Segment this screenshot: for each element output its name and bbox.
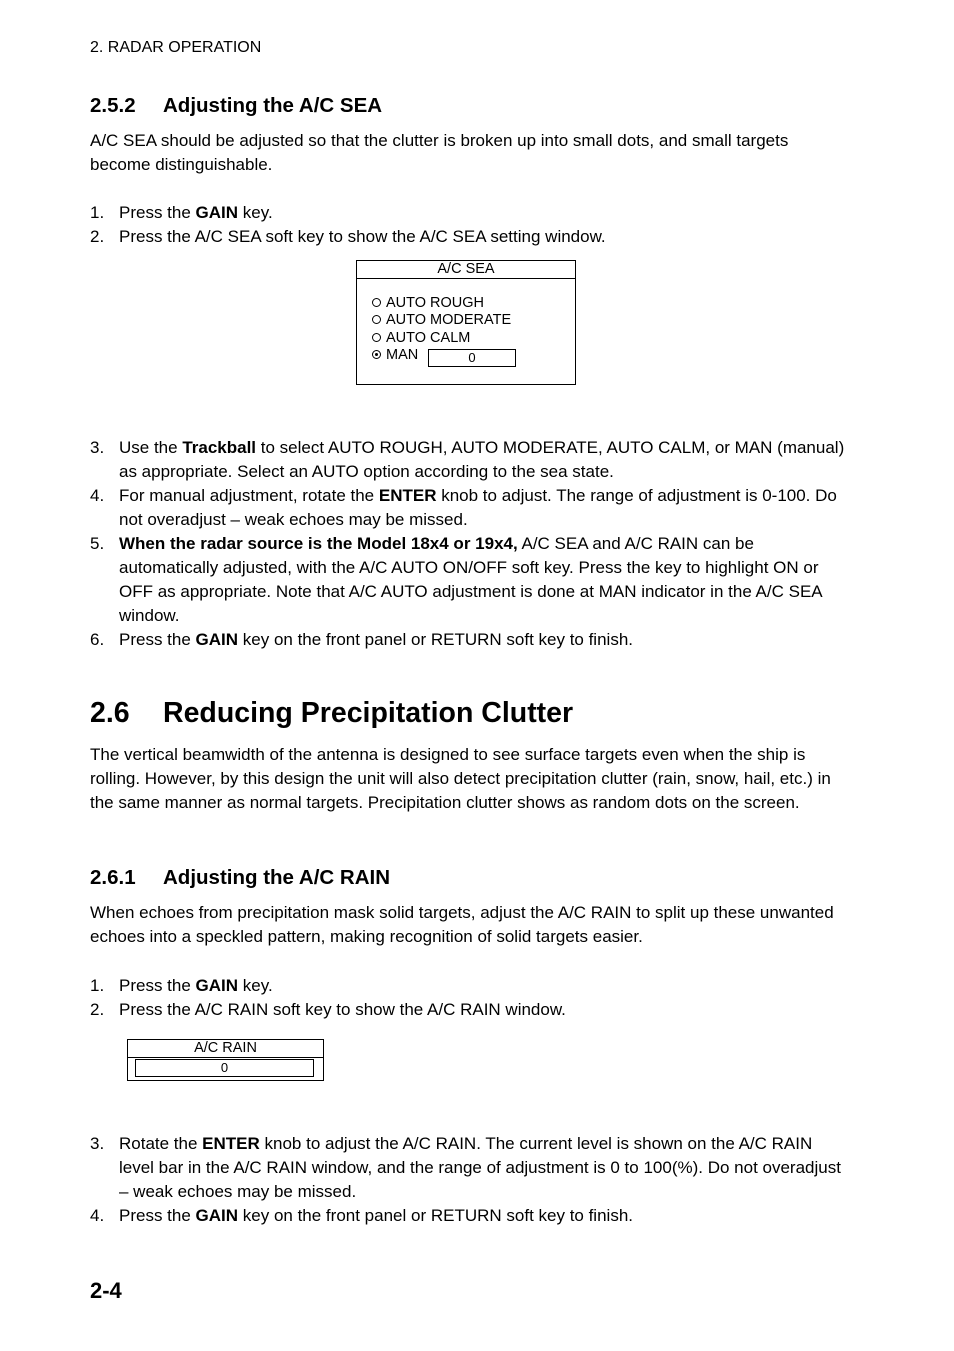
step-key: GAIN: [195, 630, 239, 649]
step-text: knob to adjust the A/C RAIN. The current level is shown on the A/C RAIN level bar in the A/C RAIN window, and the range of adjustment is 0 to 100(%). Do not overadjust – weak echoes may be missed.: [119, 1134, 841, 1201]
step-number: 5.: [90, 534, 105, 553]
ac-rain-level-bar[interactable]: 0: [135, 1059, 314, 1077]
step-number: 3.: [90, 438, 105, 457]
step-key: Trackball: [182, 438, 257, 457]
step-text: Rotate the: [119, 1134, 203, 1153]
page-number: 2-4: [90, 1278, 122, 1303]
section-title: Reducing Precipitation Clutter: [163, 697, 574, 729]
list-item: [90, 974, 850, 998]
step-number: 4.: [90, 486, 105, 505]
step-key: GAIN: [195, 976, 239, 995]
step-text: A/C SEA and A/C RAIN can be automatically adjusted, with the A/C AUTO ON/OFF soft key. Press the key to highlight ON or OFF as appropriate. Note that A/C AUTO adjustment is done at MAN indicator in the A/C SEA window.: [119, 534, 822, 625]
option-label: AUTO MODERATE: [386, 312, 512, 328]
paragraph-ac-rain-intro: When echoes from precipitation mask solid targets, adjust the A/C RAIN to split up these unwanted echoes into a speckled pattern, making recognition of solid targets easier.: [90, 903, 834, 946]
step-text: knob to adjust. The range of adjustment is 0-100. Do not overadjust – weak echoes may be missed.: [119, 486, 837, 529]
option-label: MAN: [386, 347, 419, 363]
step-text: Press the A/C SEA soft key to show the A/C SEA setting window.: [119, 227, 606, 246]
step-key: ENTER: [378, 486, 437, 505]
step-text: Press the: [119, 1206, 196, 1225]
paragraph-precipitation-intro: The vertical beamwidth of the antenna is designed to see surface targets even when the ship is rolling. However, by this design the unit will also detect precipitation clutter (rain, snow, hail, etc.) in the same manner as normal targets. Precipitation clutter shows as random dots on the screen.: [90, 745, 831, 812]
option-auto-calm[interactable]: [372, 330, 470, 347]
paragraph-ac-sea-intro: A/C SEA should be adjusted so that the clutter is broken up into small dots, and small targets become distinguishable.: [90, 131, 789, 174]
step-key: GAIN: [195, 1206, 239, 1225]
step-text: key on the front panel or RETURN soft key to finish.: [238, 1206, 633, 1225]
list-item: [90, 532, 850, 628]
step-number: 3.: [90, 1134, 105, 1153]
option-man[interactable]: [372, 347, 418, 364]
section-number: 2.5.2: [90, 94, 136, 117]
man-value-field[interactable]: 0: [428, 349, 516, 367]
list-item: [90, 1204, 850, 1228]
radio-icon[interactable]: [372, 315, 381, 324]
step-text: key.: [238, 203, 273, 222]
step-key: GAIN: [195, 203, 239, 222]
list-item: [90, 998, 850, 1022]
running-header: 2. RADAR OPERATION: [90, 39, 262, 56]
option-auto-moderate[interactable]: [372, 312, 511, 329]
section-heading-2-5-2: [90, 94, 382, 118]
step-text: For manual adjustment, rotate the: [119, 486, 379, 505]
option-auto-rough[interactable]: [372, 295, 484, 312]
step-number: 2.: [90, 227, 105, 246]
list-item: [90, 628, 850, 652]
section-title: Adjusting the A/C RAIN: [163, 866, 391, 889]
section-heading-2-6-1: [90, 866, 390, 890]
step-text: key.: [238, 976, 273, 995]
radio-icon[interactable]: [372, 298, 381, 307]
section-number: 2.6.1: [90, 866, 136, 889]
step-list-ac-sea-b: [90, 436, 850, 652]
step-number: 1.: [90, 203, 105, 222]
list-item: [90, 1132, 850, 1204]
chapter-heading-2-6: [90, 697, 573, 730]
step-list-ac-rain-a: [90, 974, 850, 1022]
list-item: [90, 225, 850, 249]
ac-rain-window: [127, 1039, 324, 1081]
step-number: 2.: [90, 1000, 105, 1019]
section-number: 2.6: [90, 697, 130, 729]
step-key: When the radar source is the Model 18x4 or 19x4,: [119, 534, 518, 553]
step-number: 1.: [90, 976, 105, 995]
section-title: Adjusting the A/C SEA: [163, 94, 383, 117]
step-text: Use the: [119, 438, 183, 457]
step-number: 6.: [90, 630, 105, 649]
step-text: Press the: [119, 630, 196, 649]
list-item: [90, 436, 850, 484]
step-key: ENTER: [202, 1134, 260, 1153]
step-list-ac-sea-a: [90, 201, 850, 249]
option-label: AUTO ROUGH: [386, 295, 485, 311]
ac-rain-window-title: A/C RAIN: [128, 1040, 323, 1058]
step-list-ac-rain-b: [90, 1132, 850, 1228]
step-text: Press the A/C RAIN soft key to show the A/C RAIN window.: [119, 1000, 566, 1019]
step-number: 4.: [90, 1206, 105, 1225]
list-item: [90, 484, 850, 532]
step-text: key on the front panel or RETURN soft key to finish.: [238, 630, 633, 649]
radio-icon[interactable]: [372, 333, 381, 342]
step-text: Press the: [119, 976, 196, 995]
radio-selected-icon[interactable]: [372, 350, 381, 359]
option-label: AUTO CALM: [386, 330, 471, 346]
step-text: to select AUTO ROUGH, AUTO MODERATE, AUTO CALM, or MAN (manual) as appropriate. Select an AUTO option according to the sea state.: [119, 438, 845, 481]
ac-sea-window: [356, 260, 576, 385]
ac-sea-window-title: A/C SEA: [357, 261, 575, 279]
list-item: [90, 201, 850, 225]
step-text: Press the: [119, 203, 196, 222]
